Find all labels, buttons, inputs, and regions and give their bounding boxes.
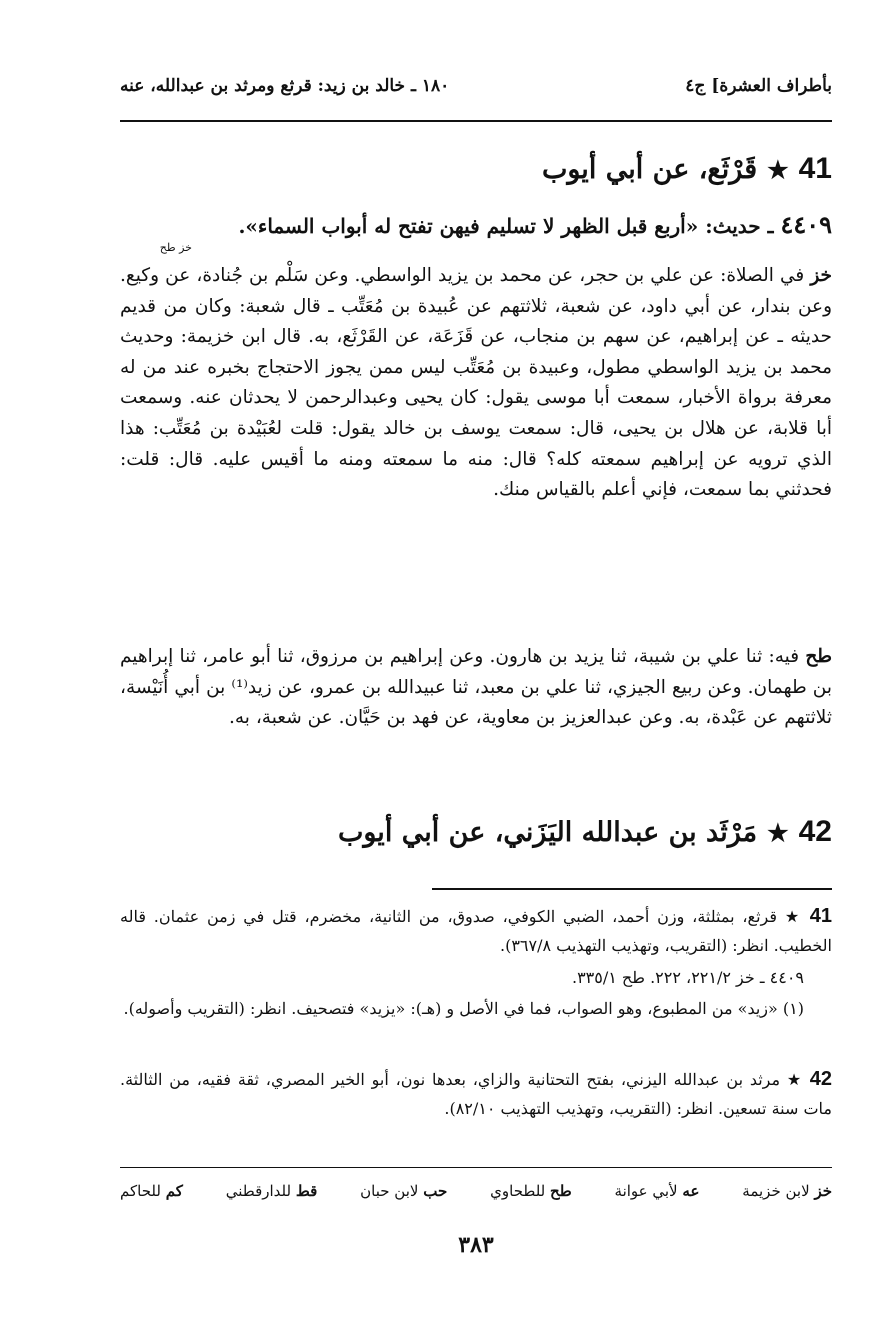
abbr-item: قط للدارقطني [225,1182,318,1200]
book-page [120,60,832,1330]
footnote-41 [120,902,832,960]
running-header [120,74,832,114]
page-number: ٣٨٣ [458,1232,494,1258]
section-title: مَرْثَد بن عبدالله اليَزَني، عن أبي أيوب [337,817,758,848]
abbreviations-rule [120,1167,832,1168]
source-label: طح [805,646,832,667]
footnote-number: 42 [809,1068,832,1090]
abbr-item: عه لأبي عوانة [614,1182,700,1200]
abbr-item: كم للحاكم [120,1182,183,1200]
source-marker: خز طح [159,241,192,254]
footnote-1: (١) «زيد» من المطبوع، وهو الصواب، فما في الأصل و (هـ): «يزيد» فتصحيف. انظر: (التقريب وأصوله). [123,999,804,1018]
hadith-heading [238,210,832,239]
section-42-heading [338,815,832,849]
paragraph-khz [120,261,832,506]
footnote-text: ★ مرثد بن عبدالله اليزني، بفتح التحتانية والزاي، بعدها نون، أبو الخير المصري، ثقة فقيه، من الثالثة. مات سنة تسعين. انظر: (التقريب، وتهذيب التهذيب ٨٢/١٠). [120,1070,832,1118]
footnote-42 [120,1065,832,1123]
header-rule [120,120,832,122]
abbreviations-key [120,1182,832,1200]
abbr-item: حب لابن حبان [360,1182,448,1200]
abbr-item: خز لابن خزيمة [742,1182,832,1200]
star-icon: ★ [767,155,789,184]
paragraph-text: فيه: ثنا علي بن شيبة، ثنا يزيد بن هارون. وعن إبراهيم بن مرزوق، ثنا أبو عامر، ثنا إبراهيم بن طهمان. وعن ربيع الجيزي، ثنا علي بن معبد، ثنا عبيدالله بن عمرو، عن زيد⁽¹⁾ بن أبي أُنَيْسة، ثلاثتهم عن عَبْدة، به. وعن عبدالعزيز بن معاوية، عن فهد بن حَيَّان. عن شعبة، به. [120,646,833,729]
section-number: 41 [798,152,832,185]
header-chapter: ١٨٠ ـ خالد بن زيد: قرثع ومرثد بن عبدالله، عنه [120,76,450,96]
paragraph-tah [120,642,832,734]
section-41-heading [542,152,832,186]
header-volume: بأطراف العشرة] ج٤ [685,76,832,96]
abbr-item: طح للطحاوي [490,1182,572,1200]
source-label: خز [810,265,832,286]
hadith-text: ـ حديث: «أربع قبل الظهر لا تسليم فيهن تفتح له أبواب السماء». [238,214,774,238]
star-icon: ★ [767,818,789,847]
footnote-4409: ٤٤٠٩ ـ خز ٢٢١/٢، ٢٢٢. طح ٣٣٥/١. [571,968,804,987]
footnote-number: 41 [809,905,832,927]
hadith-number: ٤٤٠٩ [780,210,832,239]
section-title: قَرْثَع، عن أبي أيوب [541,154,758,185]
footnote-rule [432,888,832,890]
paragraph-text: في الصلاة: عن علي بن حجر، عن محمد بن يزيد الواسطي. وعن سَلْم بن جُنادة، عن وكيع. وعن بندار، عن أبي داود، عن شعبة، ثلاثتهم عن عُبيدة بن مُعَتِّب ـ قال شعبة: وكان من قديم حديثه ـ عن إبراهيم، عن سهم بن منجاب، عن قَزَعَة، عن القَرْثَع، به. قال ابن خزيمة: وحديث محمد بن يزيد الواسطي مطول، وعبيدة بن مُعَتِّب ليس ممن يجوز الاحتجاج بخبره عند من له معرفة برواة الأخبار، سمعت أبا موسى يقول: كان يحيى وعبدالرحمن لا يحدثان عنه. وسمعت أبا قلابة، عن هلال بن يحيى، قال: سمعت يوسف بن خالد يقول: قلت لعُبَيْدة بن مُعَتِّب: هذا الذي ترويه عن إبراهيم سمعته كله؟ قال: منه ما سمعته ومنه ما أقيس عليه. قال: قلت: فحدثني بما سمعت، فإني أعلم بالقياس منك. [120,265,832,501]
footnote-text: ★ قرثع، بمثلثة، وزن أحمد، الضبي الكوفي، صدوق، من الثانية، مخضرم، قتل في زمن عثمان. قاله الخطيب. انظر: (التقريب، وتهذيب التهذيب ٣٦٧/٨). [120,907,832,955]
section-number: 42 [798,815,832,848]
